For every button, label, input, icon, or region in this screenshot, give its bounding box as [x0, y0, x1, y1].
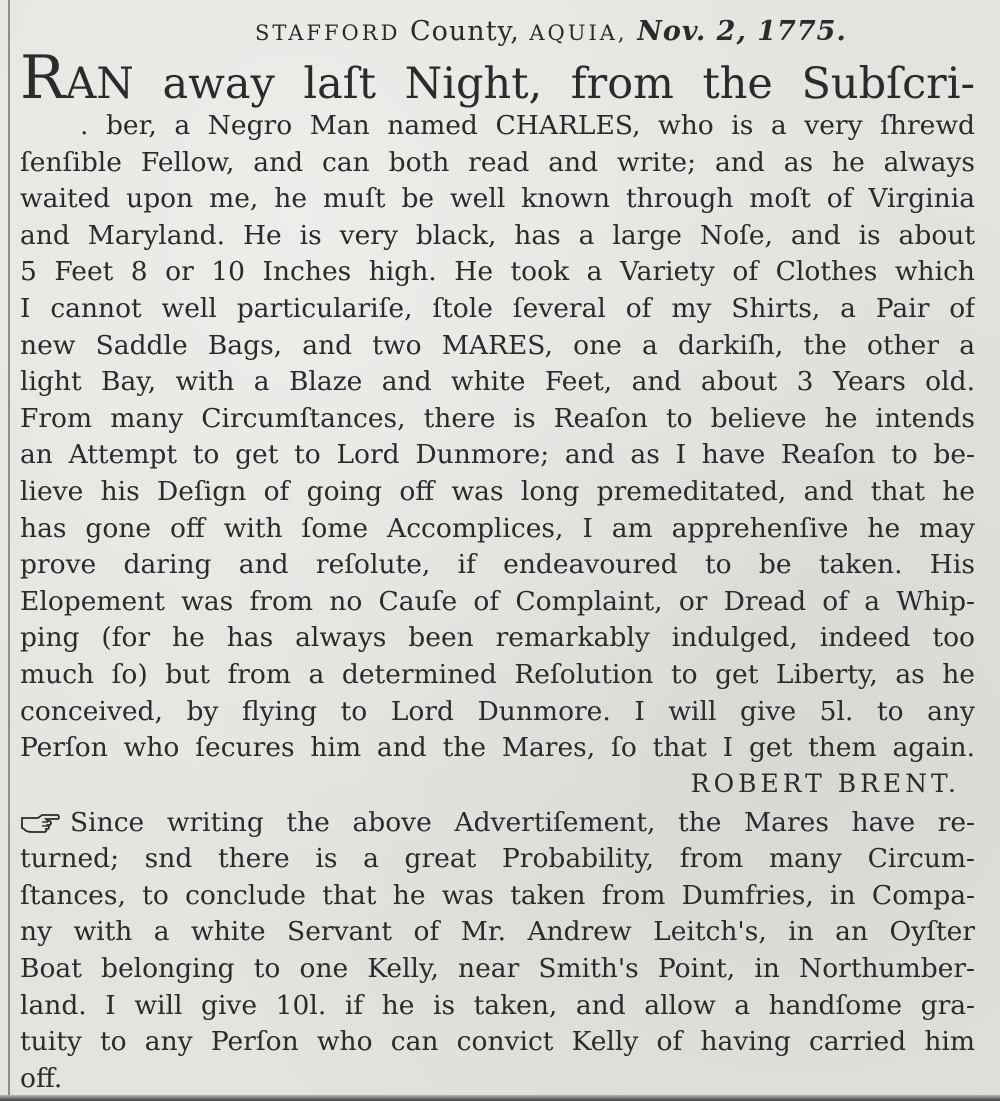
ad-line: Perſon who ſecures him and the Mares, ſo that I get them again. [20, 732, 975, 764]
ad-line: new Saddle Bags, and two MARES, one a darkiſh, the other a [20, 329, 975, 361]
ad-first-line [20, 48, 975, 108]
ad-line: an Attempt to get to Lord Dunmore; and as I have Reaſon to be- [20, 439, 975, 471]
ad-line: waited upon me, he muſt be well known through moſt of Virginia [20, 183, 975, 215]
postscript-line: land. I will give 10l. if he is taken, and allow a handſome gra- [20, 989, 975, 1021]
postscript-line: Since writing the above Advertiſement, the Mares have re- [70, 806, 975, 838]
ad-line: conceived, by flying to Lord Dunmore. I will give 5l. to any [20, 695, 975, 727]
runaway-advertisement [20, 48, 975, 1097]
postscript-first-line [20, 805, 975, 842]
ad-line: Elopement was from no Cauſe of Complaint, or Dread of a Whip- [20, 585, 975, 617]
ad-line: lieve his Deſign of going off was long premeditated, and that he [20, 475, 975, 507]
column-rule [8, 0, 10, 1101]
dateline-date: Nov. 2, 1775. [637, 16, 847, 47]
drop-cap: R [20, 48, 66, 108]
postscript-line: Boat belonging to one Kelly, near Smith's Point, in Northumber- [20, 953, 975, 985]
ad-line: From many Circumſtances, there is Reaſon to believe he intends [20, 402, 975, 434]
dateline-location: STAFFORD [255, 21, 401, 45]
ad-line: I cannot well particulariſe, ſtole ſeveral of my Shirts, a Pair of [20, 292, 975, 324]
pointing-hand-icon [20, 808, 60, 830]
ad-line: AN away laſt Night, from the Subſcri- [65, 59, 975, 108]
postscript-line: turned; snd there is a great Probability, from many Circum- [20, 843, 975, 875]
postscript-line: off. [20, 1062, 63, 1094]
ad-line: prove daring and reſolute, if endeavoured to be taken. His [20, 549, 975, 581]
signature: ROBERT BRENT. [690, 768, 960, 798]
ad-line: light Bay, with a Blaze and white Feet, and about 3 Years old. [20, 366, 975, 398]
dateline-town: AQUIA, [529, 21, 628, 45]
dateline [255, 16, 847, 47]
ad-line: 5 Feet 8 or 10 Inches high. He took a Variety of Clothes which [20, 256, 975, 288]
postscript-line: tuity to any Perſon who can convict Kelly of having carried him [20, 1026, 975, 1058]
ad-line: much ſo) but from a determined Reſolution to get Liberty, as he [20, 658, 975, 690]
ad-line: ſenſible Fellow, and can both read and write; and as he always [20, 146, 975, 178]
dateline-county: County, [400, 16, 530, 47]
postscript-line: ny with a white Servant of Mr. Andrew Leitch's, in an Oyſter [20, 916, 975, 948]
bottom-rule [0, 1095, 1000, 1101]
ad-line: . ber, a Negro Man named CHARLES, who is a very ſhrewd [80, 110, 975, 141]
ad-line: has gone off with ſome Accomplices, I am apprehenſive he may [20, 512, 975, 544]
ad-line: and Maryland. He is very black, has a large Noſe, and is about [20, 219, 975, 251]
postscript [20, 805, 975, 1098]
ad-line: ping (for he has always been remarkably indulged, indeed too [20, 622, 975, 654]
postscript-line: ſtances, to conclude that he was taken from Dumfries, in Compa- [20, 879, 975, 911]
